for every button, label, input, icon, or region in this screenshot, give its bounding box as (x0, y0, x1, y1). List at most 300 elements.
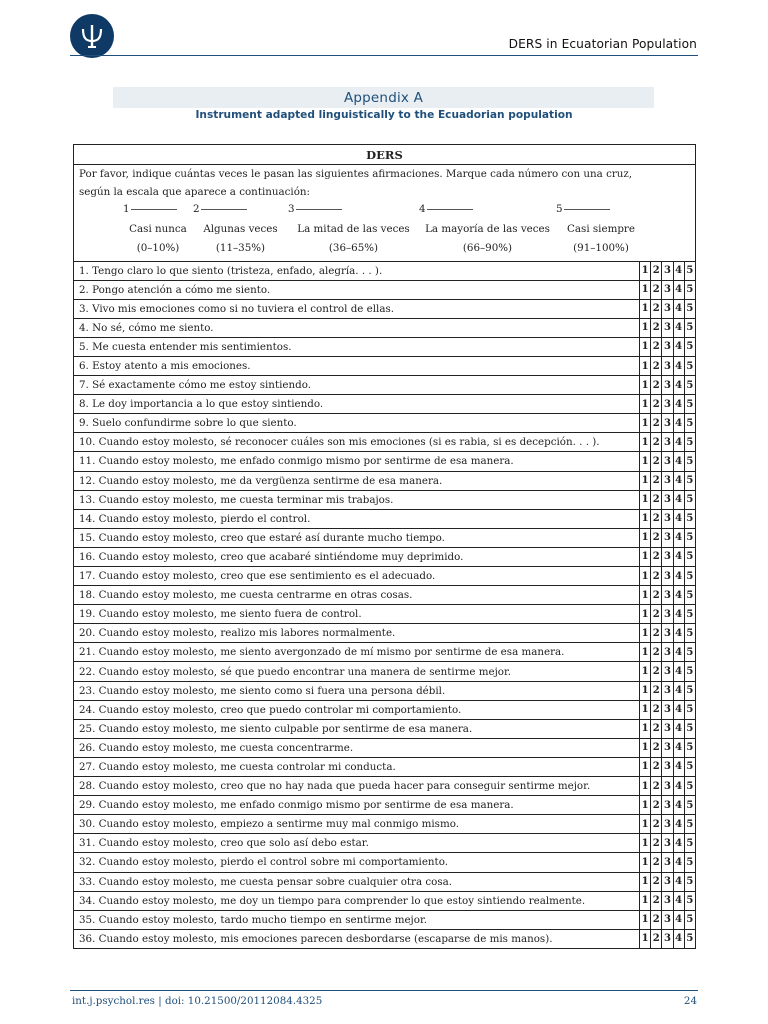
item-statement: 36. Cuando estoy molesto, mis emociones parecen desbordarse (escaparse de mis manos). (74, 929, 640, 948)
scale-range: (11–35%) (215, 242, 266, 254)
response-option-2[interactable]: 2 (651, 891, 662, 910)
response-option-4[interactable]: 4 (673, 433, 684, 452)
response-option-2[interactable]: 2 (651, 719, 662, 738)
response-option-5[interactable]: 5 (684, 777, 695, 796)
response-option-3[interactable]: 3 (662, 376, 673, 395)
item-statement: 15. Cuando estoy molesto, creo que estaré así durante mucho tiempo. (74, 528, 640, 547)
response-option-3[interactable]: 3 (662, 853, 673, 872)
table-row (74, 261, 696, 280)
response-option-5[interactable]: 5 (684, 700, 695, 719)
response-option-4[interactable]: 4 (673, 738, 684, 757)
response-option-1[interactable]: 1 (640, 777, 651, 796)
response-option-1[interactable]: 1 (640, 452, 651, 471)
response-option-5[interactable]: 5 (684, 433, 695, 452)
scale-label: La mayoría de las veces (425, 222, 550, 235)
response-option-4[interactable]: 4 (673, 605, 684, 624)
response-option-4[interactable]: 4 (673, 586, 684, 605)
response-option-4[interactable]: 4 (673, 910, 684, 929)
item-statement: 23. Cuando estoy molesto, me siento como si fuera una persona débil. (74, 681, 640, 700)
table-row (74, 834, 696, 853)
scale-range: (0–10%) (136, 242, 180, 254)
response-option-1[interactable]: 1 (640, 719, 651, 738)
response-option-5[interactable]: 5 (684, 318, 695, 337)
table-row (74, 605, 696, 624)
item-statement: 30. Cuando estoy molesto, empiezo a sentirme muy mal conmigo mismo. (74, 815, 640, 834)
response-option-3[interactable]: 3 (662, 643, 673, 662)
item-statement: 11. Cuando estoy molesto, me enfado conmigo mismo por sentirme de esa manera. (74, 452, 640, 471)
response-option-5[interactable]: 5 (684, 337, 695, 356)
response-option-1[interactable]: 1 (640, 757, 651, 776)
scale-number (193, 200, 288, 220)
response-option-3[interactable]: 3 (662, 834, 673, 853)
response-option-1[interactable]: 1 (640, 853, 651, 872)
scale-option-3 (288, 200, 419, 259)
scale-label: Casi siempre (567, 222, 635, 235)
response-option-2[interactable]: 2 (651, 318, 662, 337)
response-option-4[interactable]: 4 (673, 356, 684, 375)
scale-number (419, 200, 556, 220)
frequency-scale (79, 200, 690, 261)
response-option-2[interactable]: 2 (651, 376, 662, 395)
instructions-line-1: Por favor, indique cuántas veces le pasan las siguientes afirmaciones. Marque cada número con una cruz, (79, 168, 633, 180)
response-option-1[interactable]: 1 (640, 356, 651, 375)
response-option-3[interactable]: 3 (662, 757, 673, 776)
response-option-5[interactable]: 5 (684, 757, 695, 776)
response-option-5[interactable]: 5 (684, 605, 695, 624)
response-option-5[interactable]: 5 (684, 719, 695, 738)
response-option-2[interactable]: 2 (651, 509, 662, 528)
response-option-2[interactable]: 2 (651, 681, 662, 700)
response-option-5[interactable]: 5 (684, 872, 695, 891)
response-option-3[interactable]: 3 (662, 356, 673, 375)
item-statement: 35. Cuando estoy molesto, tardo mucho tiempo en sentirme mejor. (74, 910, 640, 929)
table-row (74, 356, 696, 375)
response-option-5[interactable]: 5 (684, 662, 695, 681)
response-option-3[interactable]: 3 (662, 509, 673, 528)
response-option-5[interactable]: 5 (684, 815, 695, 834)
response-option-4[interactable]: 4 (673, 337, 684, 356)
response-option-3[interactable]: 3 (662, 547, 673, 566)
table-row (74, 586, 696, 605)
response-option-1[interactable]: 1 (640, 929, 651, 948)
table-row (74, 337, 696, 356)
footer-rule (70, 990, 698, 991)
table-row (74, 815, 696, 834)
scale-dash (201, 209, 247, 210)
item-statement: 34. Cuando estoy molesto, me doy un tiempo para comprender lo que estoy sintiendo realmente. (74, 891, 640, 910)
response-option-4[interactable]: 4 (673, 891, 684, 910)
response-option-2[interactable]: 2 (651, 586, 662, 605)
table-row (74, 414, 696, 433)
scale-number-text: 1 (123, 203, 130, 215)
item-statement: 16. Cuando estoy molesto, creo que acabaré sintiéndome muy deprimido. (74, 547, 640, 566)
item-statement: 19. Cuando estoy molesto, me siento fuera de control. (74, 605, 640, 624)
table-row (74, 490, 696, 509)
item-statement: 1. Tengo claro lo que siento (tristeza, enfado, alegría. . . ). (74, 261, 640, 280)
response-option-2[interactable]: 2 (651, 738, 662, 757)
response-option-1[interactable]: 1 (640, 910, 651, 929)
response-option-3[interactable]: 3 (662, 777, 673, 796)
table-row (74, 509, 696, 528)
response-option-3[interactable]: 3 (662, 624, 673, 643)
instructions-line-2: según la escala que aparece a continuación: (79, 185, 311, 198)
appendix-title: Appendix A (343, 89, 424, 106)
response-option-1[interactable]: 1 (640, 643, 651, 662)
response-option-3[interactable]: 3 (662, 452, 673, 471)
response-option-4[interactable]: 4 (673, 872, 684, 891)
response-option-5[interactable]: 5 (684, 490, 695, 509)
response-option-1[interactable]: 1 (640, 624, 651, 643)
psi-journal-logo-icon (77, 21, 107, 51)
response-option-4[interactable]: 4 (673, 299, 684, 318)
response-option-1[interactable]: 1 (640, 395, 651, 414)
response-option-4[interactable]: 4 (673, 624, 684, 643)
response-option-4[interactable]: 4 (673, 662, 684, 681)
response-option-5[interactable]: 5 (684, 356, 695, 375)
response-option-4[interactable]: 4 (673, 834, 684, 853)
response-option-2[interactable]: 2 (651, 452, 662, 471)
table-row (74, 624, 696, 643)
response-option-4[interactable]: 4 (673, 567, 684, 586)
scale-range: (91–100%) (573, 242, 629, 254)
response-option-2[interactable]: 2 (651, 261, 662, 280)
response-option-3[interactable]: 3 (662, 414, 673, 433)
item-statement: 33. Cuando estoy molesto, me cuesta pensar sobre cualquier otra cosa. (74, 872, 640, 891)
item-statement: 12. Cuando estoy molesto, me da vergüenza sentirme de esa manera. (74, 471, 640, 490)
scale-label: Algunas veces (203, 222, 278, 235)
table-row (74, 700, 696, 719)
response-option-2[interactable]: 2 (651, 414, 662, 433)
response-option-2[interactable]: 2 (651, 395, 662, 414)
table-title-row (74, 145, 696, 165)
response-option-2[interactable]: 2 (651, 624, 662, 643)
response-option-4[interactable]: 4 (673, 414, 684, 433)
response-option-3[interactable]: 3 (662, 891, 673, 910)
item-statement: 32. Cuando estoy molesto, pierdo el control sobre mi comportamiento. (74, 853, 640, 872)
table-row (74, 299, 696, 318)
response-option-4[interactable]: 4 (673, 528, 684, 547)
item-statement: 8. Le doy importancia a lo que estoy sintiendo. (74, 395, 640, 414)
response-option-4[interactable]: 4 (673, 509, 684, 528)
response-option-3[interactable]: 3 (662, 738, 673, 757)
response-option-5[interactable]: 5 (684, 681, 695, 700)
response-option-3[interactable]: 3 (662, 337, 673, 356)
scale-number (288, 200, 419, 220)
response-option-2[interactable]: 2 (651, 471, 662, 490)
response-option-3[interactable]: 3 (662, 490, 673, 509)
table-row (74, 872, 696, 891)
response-option-3[interactable]: 3 (662, 528, 673, 547)
item-statement: 6. Estoy atento a mis emociones. (74, 356, 640, 375)
response-option-2[interactable]: 2 (651, 547, 662, 566)
response-option-2[interactable]: 2 (651, 337, 662, 356)
response-option-1[interactable]: 1 (640, 280, 651, 299)
response-option-4[interactable]: 4 (673, 547, 684, 566)
response-option-3[interactable]: 3 (662, 299, 673, 318)
response-option-5[interactable]: 5 (684, 834, 695, 853)
item-statement: 20. Cuando estoy molesto, realizo mis labores normalmente. (74, 624, 640, 643)
scale-dash (564, 209, 610, 210)
response-option-5[interactable]: 5 (684, 299, 695, 318)
response-option-1[interactable]: 1 (640, 471, 651, 490)
response-option-3[interactable]: 3 (662, 433, 673, 452)
response-option-1[interactable]: 1 (640, 796, 651, 815)
table-row (74, 528, 696, 547)
scale-dash (131, 209, 177, 210)
response-option-2[interactable]: 2 (651, 280, 662, 299)
table-row (74, 471, 696, 490)
response-option-2[interactable]: 2 (651, 777, 662, 796)
table-row (74, 757, 696, 776)
table-row (74, 452, 696, 471)
response-option-1[interactable]: 1 (640, 528, 651, 547)
response-option-4[interactable]: 4 (673, 681, 684, 700)
response-option-2[interactable]: 2 (651, 528, 662, 547)
footer-citation[interactable]: int.j.psychol.res | doi: 10.21500/20112084.4325 (72, 995, 323, 1007)
response-option-2[interactable]: 2 (651, 567, 662, 586)
response-option-4[interactable]: 4 (673, 796, 684, 815)
response-option-4[interactable]: 4 (673, 376, 684, 395)
item-statement: 17. Cuando estoy molesto, creo que ese sentimiento es el adecuado. (74, 567, 640, 586)
response-option-3[interactable]: 3 (662, 662, 673, 681)
item-statement: 27. Cuando estoy molesto, me cuesta controlar mi conducta. (74, 757, 640, 776)
response-option-3[interactable]: 3 (662, 261, 673, 280)
table-row (74, 280, 696, 299)
response-option-1[interactable]: 1 (640, 318, 651, 337)
response-option-4[interactable]: 4 (673, 318, 684, 337)
instructions-row (74, 165, 696, 262)
table-row (74, 376, 696, 395)
response-option-4[interactable]: 4 (673, 261, 684, 280)
response-option-3[interactable]: 3 (662, 796, 673, 815)
scale-number-text: 3 (288, 203, 295, 215)
response-option-2[interactable]: 2 (651, 356, 662, 375)
item-statement: 9. Suelo confundirme sobre lo que siento. (74, 414, 640, 433)
response-option-2[interactable]: 2 (651, 299, 662, 318)
item-statement: 7. Sé exactamente cómo me estoy sintiendo. (74, 376, 640, 395)
table-row (74, 681, 696, 700)
response-option-4[interactable]: 4 (673, 452, 684, 471)
scale-number-text: 2 (193, 203, 200, 215)
table-row (74, 738, 696, 757)
response-option-5[interactable]: 5 (684, 643, 695, 662)
response-option-2[interactable]: 2 (651, 834, 662, 853)
response-option-5[interactable]: 5 (684, 891, 695, 910)
response-option-4[interactable]: 4 (673, 490, 684, 509)
table-row (74, 910, 696, 929)
response-option-1[interactable]: 1 (640, 891, 651, 910)
response-option-4[interactable]: 4 (673, 929, 684, 948)
response-option-1[interactable]: 1 (640, 261, 651, 280)
table-row (74, 929, 696, 948)
response-option-2[interactable]: 2 (651, 605, 662, 624)
scale-option-1 (123, 200, 193, 259)
response-option-1[interactable]: 1 (640, 662, 651, 681)
response-option-1[interactable]: 1 (640, 547, 651, 566)
response-option-3[interactable]: 3 (662, 605, 673, 624)
response-option-2[interactable]: 2 (651, 872, 662, 891)
item-statement: 14. Cuando estoy molesto, pierdo el control. (74, 509, 640, 528)
response-option-2[interactable]: 2 (651, 910, 662, 929)
response-option-1[interactable]: 1 (640, 834, 651, 853)
response-option-5[interactable]: 5 (684, 796, 695, 815)
response-option-5[interactable]: 5 (684, 509, 695, 528)
response-option-5[interactable]: 5 (684, 528, 695, 547)
response-option-5[interactable]: 5 (684, 376, 695, 395)
response-option-2[interactable]: 2 (651, 490, 662, 509)
response-option-1[interactable]: 1 (640, 681, 651, 700)
response-option-3[interactable]: 3 (662, 318, 673, 337)
table-row (74, 547, 696, 566)
table-row (74, 719, 696, 738)
response-option-4[interactable]: 4 (673, 395, 684, 414)
scale-dash (296, 209, 342, 210)
scale-label: Casi nunca (129, 222, 187, 235)
response-option-4[interactable]: 4 (673, 853, 684, 872)
table-row (74, 796, 696, 815)
response-option-2[interactable]: 2 (651, 796, 662, 815)
response-option-1[interactable]: 1 (640, 414, 651, 433)
table-row (74, 567, 696, 586)
appendix-band (113, 87, 654, 108)
response-option-5[interactable]: 5 (684, 261, 695, 280)
response-option-2[interactable]: 2 (651, 700, 662, 719)
item-statement: 31. Cuando estoy molesto, creo que solo así debo estar. (74, 834, 640, 853)
response-option-4[interactable]: 4 (673, 719, 684, 738)
table-row (74, 318, 696, 337)
response-option-1[interactable]: 1 (640, 490, 651, 509)
response-option-4[interactable]: 4 (673, 757, 684, 776)
item-statement: 22. Cuando estoy molesto, sé que puedo encontrar una manera de sentirme mejor. (74, 662, 640, 681)
table-row (74, 777, 696, 796)
response-option-3[interactable]: 3 (662, 681, 673, 700)
response-option-3[interactable]: 3 (662, 700, 673, 719)
response-option-5[interactable]: 5 (684, 395, 695, 414)
response-option-5[interactable]: 5 (684, 738, 695, 757)
response-option-4[interactable]: 4 (673, 471, 684, 490)
response-option-5[interactable]: 5 (684, 280, 695, 299)
response-option-1[interactable]: 1 (640, 872, 651, 891)
scale-number (123, 200, 193, 220)
response-option-5[interactable]: 5 (684, 910, 695, 929)
response-option-3[interactable]: 3 (662, 910, 673, 929)
response-option-2[interactable]: 2 (651, 662, 662, 681)
item-statement: 29. Cuando estoy molesto, me enfado conmigo mismo por sentirme de esa manera. (74, 796, 640, 815)
response-option-5[interactable]: 5 (684, 547, 695, 566)
page-number: 24 (683, 995, 697, 1007)
item-statement: 5. Me cuesta entender mis sentimientos. (74, 337, 640, 356)
instructions-cell (74, 165, 696, 262)
journal-logo (70, 14, 114, 58)
response-option-3[interactable]: 3 (662, 815, 673, 834)
response-option-3[interactable]: 3 (662, 872, 673, 891)
scale-number-text: 4 (419, 203, 426, 215)
scale-range: (66–90%) (462, 242, 513, 254)
scale-number (556, 200, 646, 220)
response-option-1[interactable]: 1 (640, 337, 651, 356)
scale-option-5 (556, 200, 646, 259)
response-option-4[interactable]: 4 (673, 280, 684, 299)
response-option-5[interactable]: 5 (684, 586, 695, 605)
response-option-2[interactable]: 2 (651, 815, 662, 834)
response-option-1[interactable]: 1 (640, 567, 651, 586)
response-option-3[interactable]: 3 (662, 395, 673, 414)
table-title: DERS (74, 145, 696, 165)
response-option-4[interactable]: 4 (673, 643, 684, 662)
response-option-3[interactable]: 3 (662, 719, 673, 738)
table-row (74, 395, 696, 414)
table-row (74, 662, 696, 681)
scale-option-4 (419, 200, 556, 259)
item-statement: 4. No sé, cómo me siento. (74, 318, 640, 337)
response-option-4[interactable]: 4 (673, 815, 684, 834)
response-option-1[interactable]: 1 (640, 376, 651, 395)
item-statement: 25. Cuando estoy molesto, me siento culpable por sentirme de esa manera. (74, 719, 640, 738)
response-option-2[interactable]: 2 (651, 853, 662, 872)
response-option-1[interactable]: 1 (640, 815, 651, 834)
response-option-5[interactable]: 5 (684, 929, 695, 948)
item-statement: 2. Pongo atención a cómo me siento. (74, 280, 640, 299)
response-option-1[interactable]: 1 (640, 299, 651, 318)
response-option-1[interactable]: 1 (640, 509, 651, 528)
scale-number-text: 5 (556, 203, 563, 215)
response-option-5[interactable]: 5 (684, 471, 695, 490)
item-statement: 26. Cuando estoy molesto, me cuesta concentrarme. (74, 738, 640, 757)
response-option-3[interactable]: 3 (662, 567, 673, 586)
header-rule (70, 55, 698, 56)
response-option-3[interactable]: 3 (662, 586, 673, 605)
running-title: DERS in Ecuatorian Population (508, 37, 697, 51)
response-option-1[interactable]: 1 (640, 433, 651, 452)
response-option-5[interactable]: 5 (684, 624, 695, 643)
item-statement: 18. Cuando estoy molesto, me cuesta centrarme en otras cosas. (74, 586, 640, 605)
response-option-4[interactable]: 4 (673, 700, 684, 719)
scale-dash (427, 209, 473, 210)
table-row (74, 643, 696, 662)
response-option-3[interactable]: 3 (662, 471, 673, 490)
item-statement: 3. Vivo mis emociones como si no tuviera el control de ellas. (74, 299, 640, 318)
response-option-3[interactable]: 3 (662, 929, 673, 948)
response-option-1[interactable]: 1 (640, 586, 651, 605)
response-option-4[interactable]: 4 (673, 777, 684, 796)
table-row (74, 891, 696, 910)
response-option-5[interactable]: 5 (684, 414, 695, 433)
response-option-2[interactable]: 2 (651, 643, 662, 662)
item-statement: 28. Cuando estoy molesto, creo que no hay nada que pueda hacer para conseguir sentirme mejor. (74, 777, 640, 796)
response-option-5[interactable]: 5 (684, 452, 695, 471)
response-option-2[interactable]: 2 (651, 757, 662, 776)
response-option-1[interactable]: 1 (640, 738, 651, 757)
scale-label: La mitad de las veces (297, 222, 410, 235)
response-option-1[interactable]: 1 (640, 700, 651, 719)
table-row (74, 433, 696, 452)
table-row (74, 853, 696, 872)
scale-range: (36–65%) (328, 242, 379, 254)
response-option-3[interactable]: 3 (662, 280, 673, 299)
scale-option-2 (193, 200, 288, 259)
response-option-5[interactable]: 5 (684, 853, 695, 872)
response-option-2[interactable]: 2 (651, 433, 662, 452)
response-option-2[interactable]: 2 (651, 929, 662, 948)
appendix-subtitle: Instrument adapted linguistically to the Ecuadorian population (195, 109, 573, 121)
response-option-1[interactable]: 1 (640, 605, 651, 624)
item-statement: 24. Cuando estoy molesto, creo que puedo controlar mi comportamiento. (74, 700, 640, 719)
item-statement: 13. Cuando estoy molesto, me cuesta terminar mis trabajos. (74, 490, 640, 509)
item-statement: 21. Cuando estoy molesto, me siento avergonzado de mí mismo por sentirme de esa manera. (74, 643, 640, 662)
item-statement: 10. Cuando estoy molesto, sé reconocer cuáles son mis emociones (si es rabia, si es decepción. . . ). (74, 433, 640, 452)
ders-table (73, 144, 696, 949)
response-option-5[interactable]: 5 (684, 567, 695, 586)
